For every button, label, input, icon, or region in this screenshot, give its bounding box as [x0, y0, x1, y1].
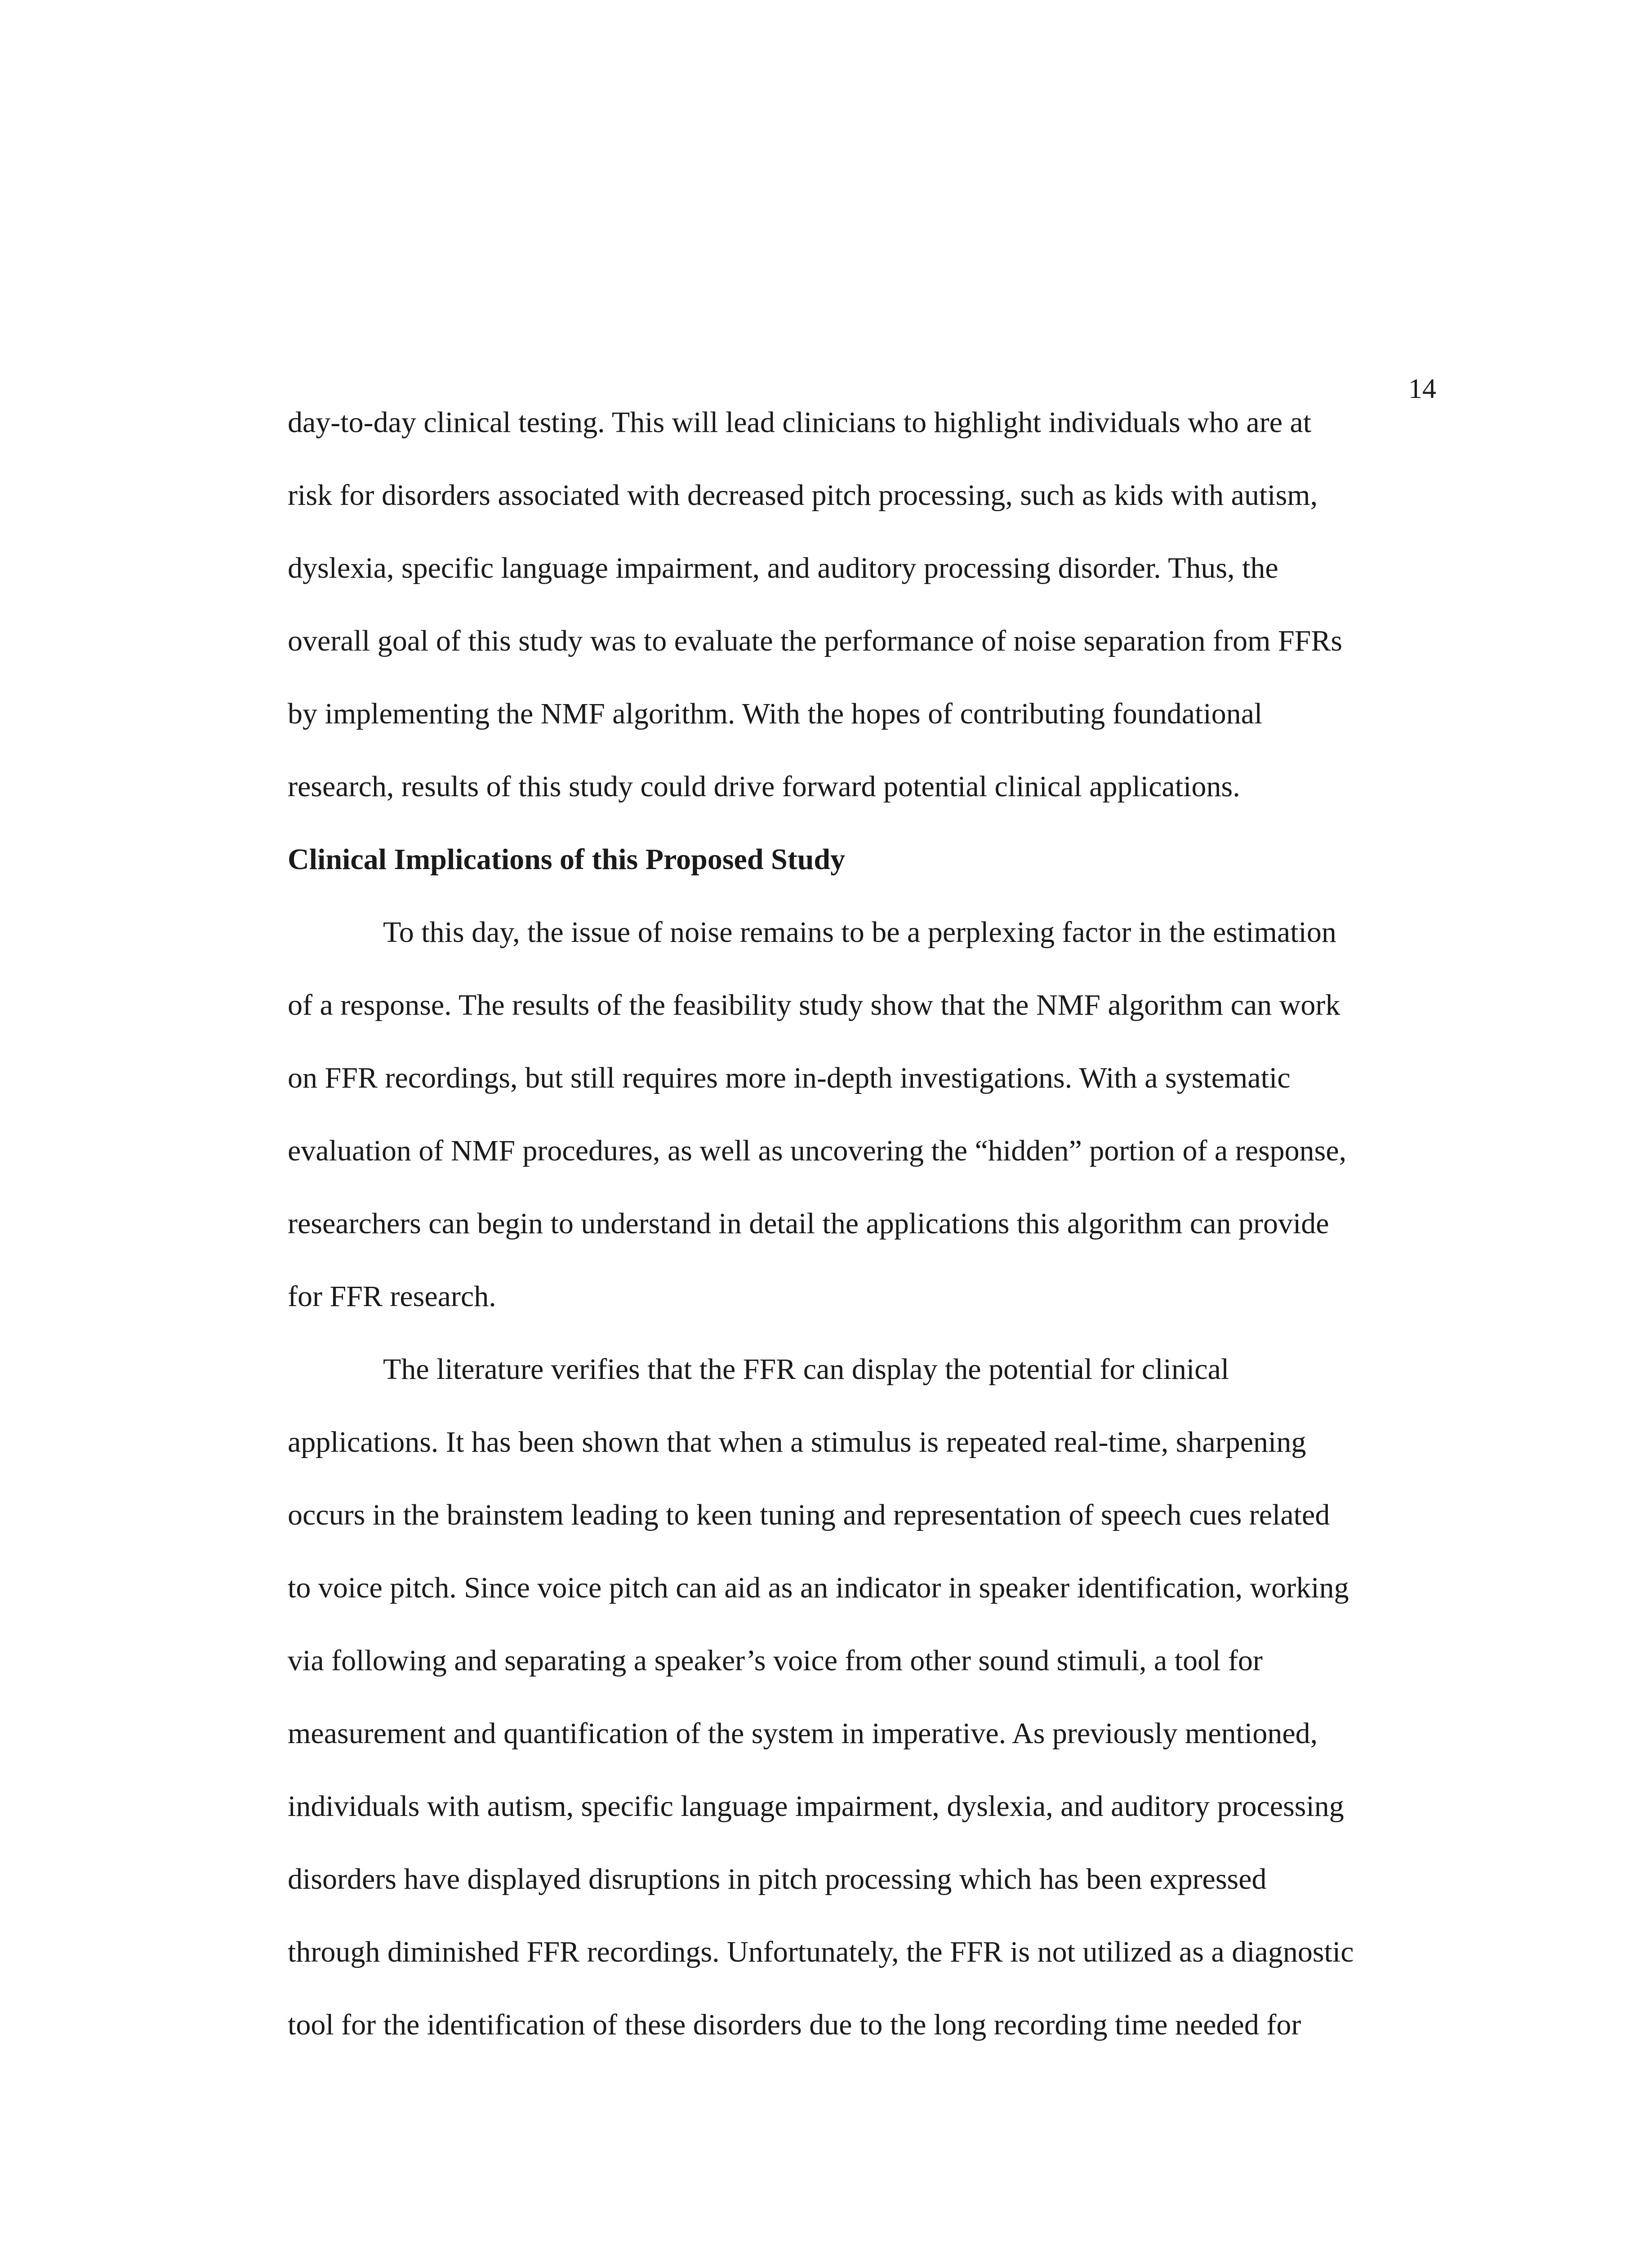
paragraph-1-line: day-to-day clinical testing. This will lead clinicians to highlight individuals who are at [288, 406, 1312, 439]
paragraph-3-line: applications. It has been shown that when a stimulus is repeated real-time, sharpening [288, 1426, 1306, 1459]
paragraph-3-line: disorders have displayed disruptions in pitch processing which has been expressed [288, 1863, 1267, 1896]
paragraph-3-line: via following and separating a speaker’s voice from other sound stimuli, a tool for [288, 1644, 1263, 1677]
paragraph-2-line: researchers can begin to understand in detail the applications this algorithm can provide [288, 1207, 1329, 1240]
body-text [288, 396, 1354, 2071]
paragraph-3-line: measurement and quantification of the system in imperative. As previously mentioned, [288, 1717, 1318, 1750]
paragraph-3-line: individuals with autism, specific language impairment, dyslexia, and auditory processing [288, 1790, 1344, 1823]
paragraph-1-line: by implementing the NMF algorithm. With the hopes of contributing foundational [288, 697, 1263, 730]
paragraph-3-line: The literature verifies that the FFR can display the potential for clinical [383, 1353, 1229, 1386]
paragraph-2-line: for FFR research. [288, 1280, 496, 1313]
paragraph-3-line: to voice pitch. Since voice pitch can aid as an indicator in speaker identification, working [288, 1571, 1349, 1604]
paragraph-1-line: research, results of this study could drive forward potential clinical applications. [288, 770, 1240, 803]
paragraph-2-line: of a response. The results of the feasibility study show that the NMF algorithm can work [288, 989, 1340, 1021]
paragraph-3-line: tool for the identification of these disorders due to the long recording time needed for [288, 2008, 1301, 2041]
paragraph-2-line: To this day, the issue of noise remains to be a perplexing factor in the estimation [383, 916, 1336, 949]
paragraph-2-line: on FFR recordings, but still requires more in-depth investigations. With a systematic [288, 1062, 1291, 1094]
paragraph-1-line: risk for disorders associated with decreased pitch processing, such as kids with autism, [288, 479, 1318, 512]
paragraph-3-line: through diminished FFR recordings. Unfortunately, the FFR is not utilized as a diagnostic [288, 1936, 1354, 1968]
section-heading: Clinical Implications of this Proposed Study [288, 843, 846, 876]
paragraph-1-line: dyslexia, specific language impairment, and auditory processing disorder. Thus, the [288, 552, 1278, 584]
paragraph-3-line: occurs in the brainstem leading to keen tuning and representation of speech cues related [288, 1499, 1330, 1531]
paragraph-1-line: overall goal of this study was to evaluate the performance of noise separation from FFRs [288, 624, 1343, 657]
page-number: 14 [1408, 374, 1436, 404]
paragraph-2-line: evaluation of NMF procedures, as well as uncovering the “hidden” portion of a response, [288, 1134, 1347, 1167]
